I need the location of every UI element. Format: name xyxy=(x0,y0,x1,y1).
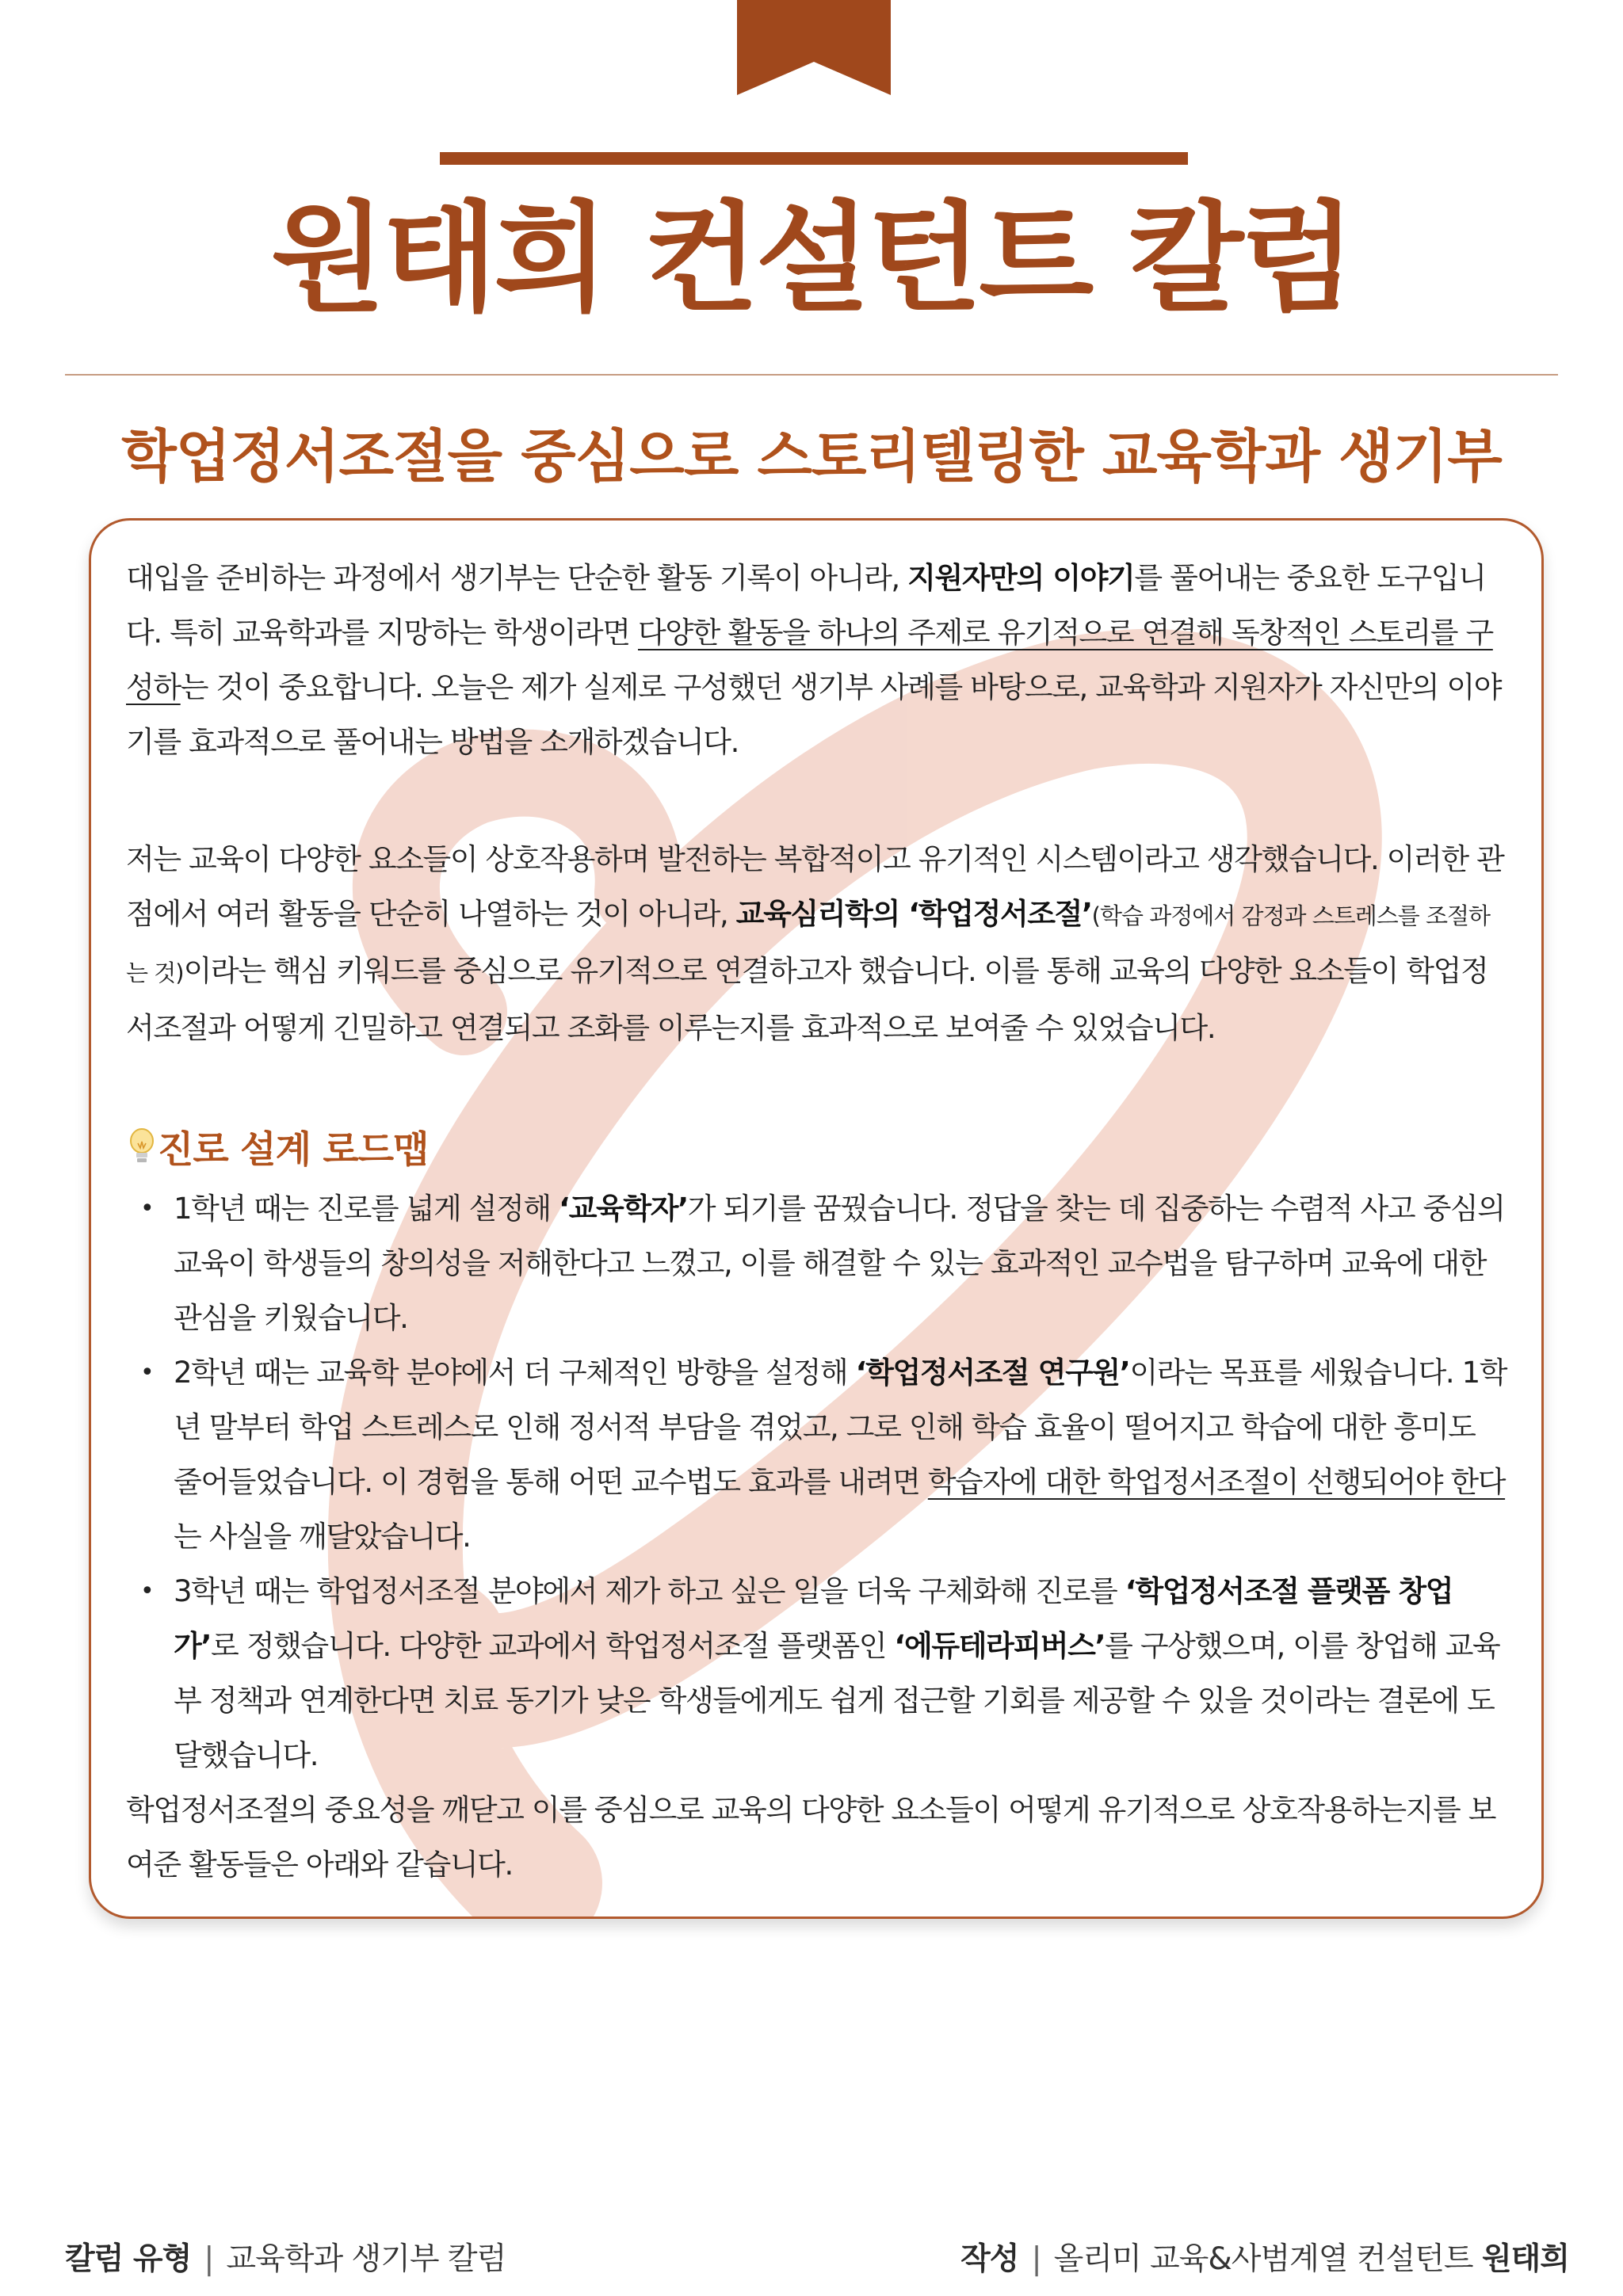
emphasis-text: ‘에듀테라피버스’ xyxy=(894,1629,1106,1663)
underlined-text: 다양한 활동을 하나의 주제로 유기적으로 연결해 독창적인 스토리를 구성하 xyxy=(126,616,1493,704)
emphasis-text: 지원자만의 이야기 xyxy=(907,561,1135,595)
emphasis-text: ‘학업정서조절 플랫폼 창업가’ xyxy=(174,1574,1453,1663)
title-divider xyxy=(65,374,1558,376)
footer-value: 교육학과 생기부 칼럼 xyxy=(226,2241,506,2277)
footer-column-type: 칼럼 유형 | 교육학과 생기부 칼럼 xyxy=(65,2241,506,2277)
top-rule xyxy=(440,152,1188,165)
column-title: 원태희 컨설턴트 칼럼 xyxy=(270,190,1353,328)
roadmap-heading xyxy=(126,1119,1508,1181)
keyword-definition: (학습 과정에서 감정과 스트레스를 조절하는 것) xyxy=(126,902,1491,986)
list-item: • 3학년 때는 학업정서조절 분야에서 제가 하고 싶은 일을 더욱 구체화해 진로를 ‘학업정서조절 플랫폼 창업가’로 정했습니다. 다양한 교과에서 학업정서조절 플랫폼인 ‘에듀테라피버스’를 구상했으며, 이를 창업해 교육부 정책과 연계한다면 치료 동기가 낮은 학생들에게도 쉽게 접근할 기회를 제공할 수 있을 것이라는 결론에 도달했습니다. xyxy=(126,1564,1508,1783)
footer-label: 칼럼 유형 xyxy=(65,2241,192,2277)
bookmark-ribbon-icon xyxy=(737,0,891,95)
roadmap-list xyxy=(126,1181,1508,1783)
content-body xyxy=(126,551,1508,1892)
footer-author: 작성 | 올리미 교육&사범계열 컨설턴트 원태희 xyxy=(960,2241,1569,2277)
emphasis-text: 교육심리학의 ‘학업정서조절’ xyxy=(735,897,1092,931)
underlined-text: 학습자에 대한 학업정서조절이 선행되어야 한다 xyxy=(927,1465,1506,1499)
lightbulb-icon xyxy=(126,1126,158,1167)
footer-value: 올리미 교육&사범계열 컨설턴트 xyxy=(1053,2241,1482,2277)
roadmap-title: 진로 설계 로드맵 xyxy=(158,1128,429,1172)
footer-label: 작성 xyxy=(960,2241,1019,2277)
list-item: • 2학년 때는 교육학 분야에서 더 구체적인 방향을 설정해 ‘학업정서조절 연구원’이라는 목표를 세웠습니다. 1학년 말부터 학업 스트레스로 인해 정서적 부담을 겪었고, 그로 인해 학습 효율이 떨어지고 학습에 대한 흥미도 줄어들었습니다. 이 경험을 통해 어떤 교수법도 효과를 내려면 학습자에 대한 학업정서조절이 선행되어야 한다는 사실을 깨달았습니다. xyxy=(126,1345,1508,1564)
emphasis-text: ‘학업정서조절 연구원’ xyxy=(855,1356,1130,1390)
intro-paragraph: 대입을 준비하는 과정에서 생기부는 단순한 활동 기록이 아니라, 지원자만의 이야기를 풀어내는 중요한 도구입니다. 특히 교육학과를 지망하는 학생이라면 다양한 활동을 하나의 주제로 유기적으로 연결해 독창적인 스토리를 구성하는 것이 중요합니다. 오늘은 제가 실제로 구성했던 생기부 사례를 바탕으로, 교육학과 지원자가 자신만의 이야기를 효과적으로 풀어내는 방법을 소개하겠습니다. xyxy=(126,561,1502,759)
list-item: • 1학년 때는 진로를 넓게 설정해 ‘교육학자’가 되기를 꿈꿨습니다. 정답을 찾는 데 집중하는 수렴적 사고 중심의 교육이 학생들의 창의성을 저해한다고 느꼈고, 이를 해결할 수 있는 효과적인 교수법을 탐구하며 교육에 대한 관심을 키웠습니다. xyxy=(126,1181,1508,1345)
content-box xyxy=(89,518,1544,1919)
headline: 학업정서조절을 중심으로 스토리텔링한 교육학과 생기부 xyxy=(121,423,1502,490)
concept-paragraph: 저는 교육이 다양한 요소들이 상호작용하며 발전하는 복합적이고 유기적인 시스템이라고 생각했습니다. 이러한 관점에서 여러 활동을 단순히 나열하는 것이 아니라, 교육심리학의 ‘학업정서조절’(학습 과정에서 감정과 스트레스를 조절하는 것)이라는 핵심 키워드를 중심으로 유기적으로 연결하고자 했습니다. 이를 통해 교육의 다양한 요소들이 학업정서조절과 어떻게 긴밀하고 연결되고 조화를 이루는지를 효과적으로 보여줄 수 있었습니다. xyxy=(126,842,1504,1045)
closing-paragraph: 학업정서조절의 중요성을 깨닫고 이를 중심으로 교육의 다양한 요소들이 어떻게 유기적으로 상호작용하는지를 보여준 활동들은 아래와 같습니다. xyxy=(126,1793,1496,1882)
emphasis-text: ‘교육학자’ xyxy=(559,1192,688,1226)
author-name: 원태희 xyxy=(1481,2241,1569,2277)
